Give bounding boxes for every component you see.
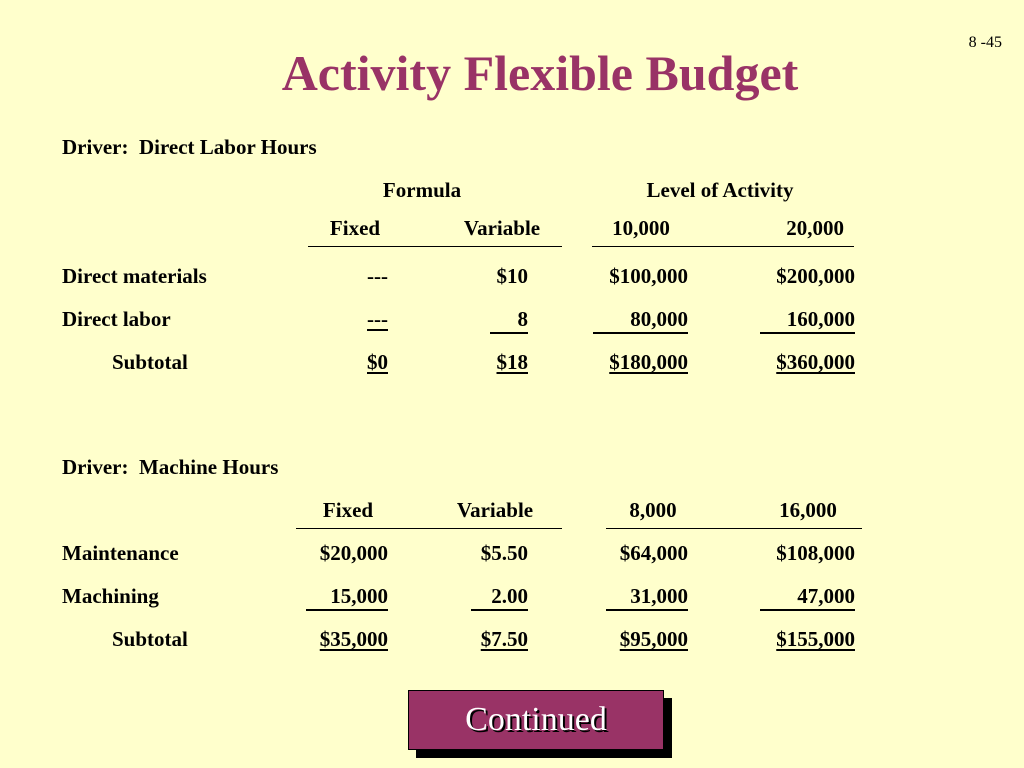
cell-level-2: 47,000 [797, 584, 855, 608]
cell-level-1: 31,000 [630, 584, 688, 608]
driver-label-machine-hours: Driver: Machine Hours [62, 455, 279, 479]
cell-underline [306, 609, 388, 611]
row-label: Machining [62, 584, 159, 608]
cell-level-1: $100,000 [609, 264, 688, 288]
page-number: 8 -45 [968, 34, 1002, 51]
formula-header: Formula [382, 178, 462, 202]
col-header-variable: Variable [456, 498, 534, 522]
level-of-activity-header: Level of Activity [646, 178, 794, 202]
cell-underline [606, 609, 688, 611]
cell-level-2: $108,000 [776, 541, 855, 565]
col-header-level-1: 10,000 [612, 216, 670, 240]
subtotal-label: Subtotal [112, 627, 188, 651]
cell-fixed: --- [367, 264, 388, 288]
cell-variable: 2.00 [491, 584, 528, 608]
col-header-variable: Variable [463, 216, 541, 240]
cell-variable: 8 [517, 307, 528, 331]
row-label: Direct materials [62, 264, 207, 288]
col-header-fixed: Fixed [322, 498, 374, 522]
row-label: Direct labor [62, 307, 171, 331]
cell-level-2: 160,000 [786, 307, 855, 331]
col-header-level-2: 16,000 [779, 498, 837, 522]
activity-underline [592, 246, 854, 247]
cell-variable: $7.50 [480, 627, 528, 651]
cell-fixed: $0 [367, 350, 388, 374]
cell-variable: $10 [496, 264, 528, 288]
page-title: Activity Flexible Budget [281, 45, 799, 101]
cell-fixed: --- [367, 307, 388, 331]
cell-level-2: $155,000 [776, 627, 855, 651]
formula-underline [308, 246, 562, 247]
cell-underline [760, 609, 855, 611]
cell-level-1: $180,000 [609, 350, 688, 374]
cell-underline [760, 332, 855, 334]
cell-level-1: $95,000 [619, 627, 688, 651]
cell-variable: $18 [496, 350, 528, 374]
col-header-level-1: 8,000 [629, 498, 677, 522]
cell-underline [593, 332, 688, 334]
col-header-fixed: Fixed [329, 216, 381, 240]
subtotal-label: Subtotal [112, 350, 188, 374]
cell-level-2: $200,000 [776, 264, 855, 288]
cell-fixed: 15,000 [330, 584, 388, 608]
formula-underline [296, 528, 562, 529]
cell-fixed: $35,000 [319, 627, 388, 651]
driver-label-direct-labor: Driver: Direct Labor Hours [62, 135, 317, 159]
continued-button[interactable]: Continued [408, 690, 664, 750]
cell-level-1: $64,000 [619, 541, 688, 565]
cell-variable: $5.50 [480, 541, 528, 565]
cell-underline [490, 332, 528, 334]
cell-underline [471, 609, 528, 611]
cell-level-2: $360,000 [776, 350, 855, 374]
col-header-level-2: 20,000 [786, 216, 844, 240]
activity-underline [606, 528, 862, 529]
cell-level-1: 80,000 [630, 307, 688, 331]
cell-fixed: $20,000 [319, 541, 388, 565]
row-label: Maintenance [62, 541, 179, 565]
